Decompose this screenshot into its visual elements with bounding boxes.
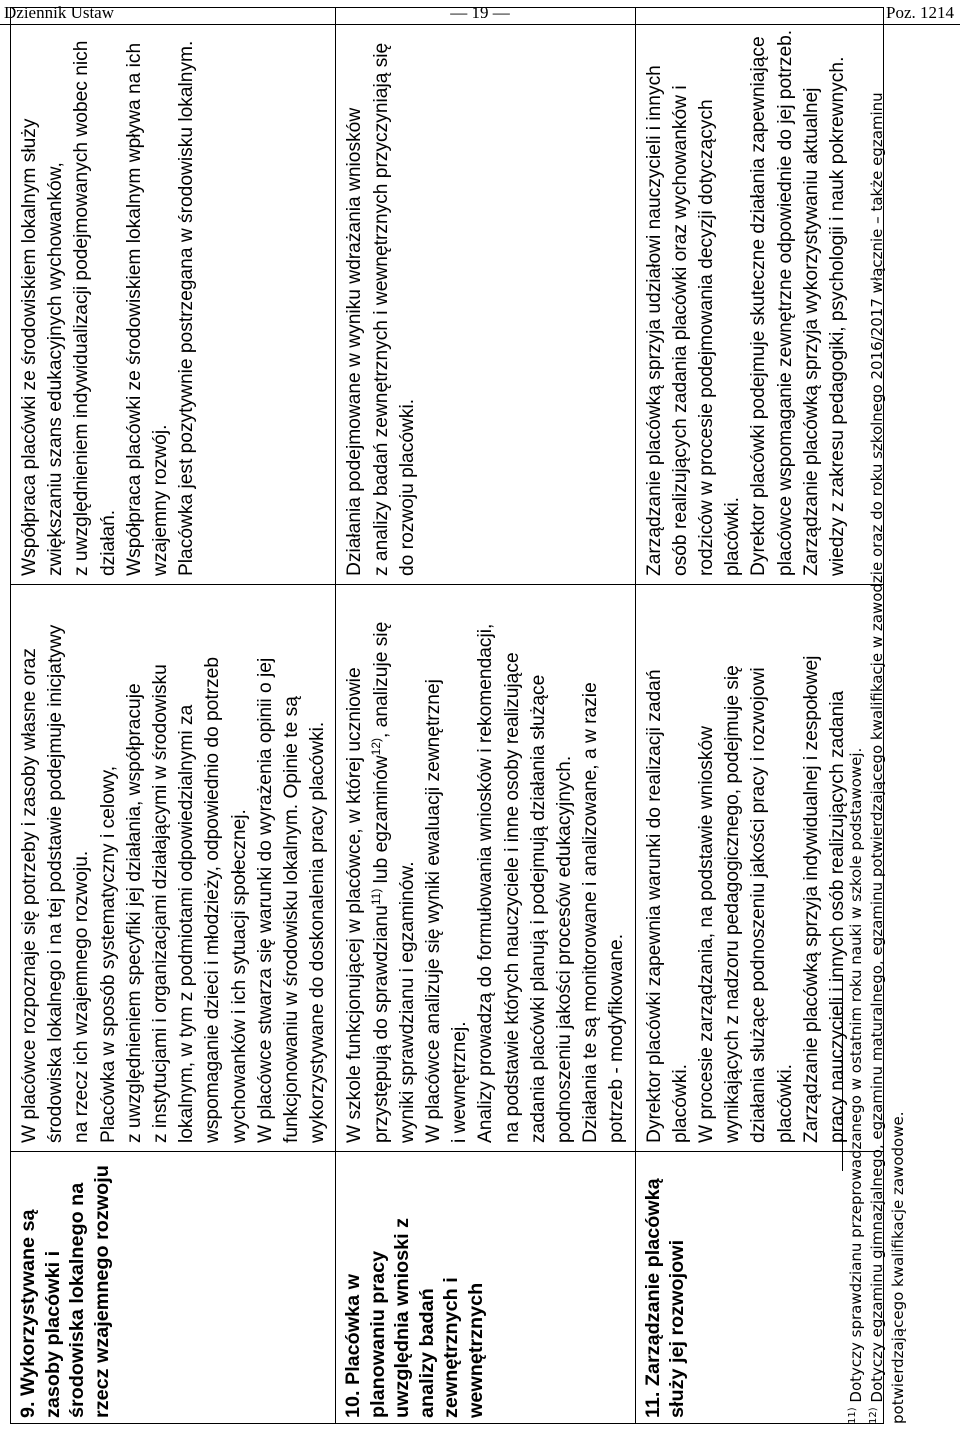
- text-fragment: lub egzaminów: [370, 755, 392, 889]
- text-line: do rozwoju placówki.: [396, 398, 418, 576]
- title-line: 9. Wykorzystywane są: [17, 1209, 39, 1418]
- text-line: Zarządzanie placówką sprzyja wykorzystywaniu aktualnej: [800, 87, 822, 576]
- text-line: wykorzystywane do doskonalenia pracy placówki.: [307, 721, 329, 1143]
- text-line: placówki.: [722, 497, 744, 576]
- title-line: zasoby placówki i: [41, 1250, 64, 1418]
- text-line: z instytucjami i organizacjami działającymi w środowisku: [150, 664, 172, 1143]
- requirement-title: [11, 1152, 336, 1424]
- high-level-cell: [11, 8, 336, 585]
- text-line: środowiska lokalnego i na tej podstawie podejmuje inicjatywy: [45, 624, 67, 1143]
- text-line: Zarządzanie placówką sprzyja indywidualnej i zespołowej: [800, 655, 822, 1143]
- requirement-title: [336, 1152, 635, 1424]
- text-line: na rzecz ich wzajemnego rozwoju.: [71, 850, 93, 1143]
- title-line: 10. Placówka w: [342, 1273, 365, 1418]
- footnote-ref: 12): [368, 738, 383, 756]
- text-line: z uwzględnieniem indywidualizacji podejmowanych wobec nich: [71, 40, 93, 576]
- text-line: W procesie zarządzania, na podstawie wniosków: [696, 725, 718, 1143]
- rotated-page: [0, 29, 960, 1436]
- text-line: Współpraca placówki ze środowiskiem lokalnym wpływa na ich: [123, 42, 145, 576]
- text-line: rodziców w procesie podejmowania decyzji dotyczących: [696, 99, 718, 576]
- footnote-text: Dotyczy sprawdzianu przeprowadzanego w ostatnim roku nauki w szkole podstawowej.: [847, 747, 865, 1408]
- text-line: W szkole funkcjonującej w placówce, w której uczniowie: [344, 667, 366, 1143]
- criteria-cell: [11, 585, 336, 1152]
- text-line: placówki.: [669, 1064, 691, 1143]
- high-level-cell: [336, 8, 635, 585]
- text-line: podnoszeniu jakości procesów edukacyjnych.: [554, 755, 576, 1143]
- text-line: z analizy badań zewnętrznych i wewnętrznych przyczyniają się: [370, 42, 392, 576]
- criteria-cell: [336, 585, 635, 1152]
- text-line: Placówka w sposób systematyczny i celowy,: [97, 765, 119, 1143]
- text-line: na podstawie których nauczyciele i inne osoby realizujące: [501, 652, 523, 1143]
- footnote-12: [867, 64, 888, 1424]
- text-line: funkcjonowaniu w środowisku lokalnym. Opinie te są: [281, 696, 303, 1143]
- text-line: wychowanków i ich sytuacji społecznej.: [228, 809, 250, 1143]
- requirements-table: [10, 7, 884, 1424]
- table-row: [11, 8, 336, 1424]
- text-line: W placówce rozpoznaje się potrzeby i zasoby własne oraz: [19, 648, 40, 1143]
- text-line: Współpraca placówki ze środowiskiem lokalnym służy: [19, 118, 40, 576]
- title-line: 11. Zarządzanie placówką: [641, 1178, 664, 1418]
- page-number: — 19 —: [450, 3, 510, 22]
- text-line: Placówka jest pozytywnie postrzegana w środowisku lokalnym.: [176, 40, 198, 576]
- title-line: środowiska lokalnego na: [66, 1182, 88, 1418]
- title-line: wewnętrznych: [464, 1282, 487, 1418]
- text-line: lokalnym, w tym z podmiotami odpowiedzialnymi za: [176, 704, 198, 1143]
- text-line: Dyrektor placówki zapewnia warunki do realizacji zadań: [643, 669, 665, 1143]
- journal-title: Dziennik Ustaw: [4, 3, 115, 22]
- text-line: zwiększaniu szans edukacyjnych wychowanków,: [45, 162, 67, 576]
- footnote-rule: [842, 976, 843, 1171]
- title-line: zewnętrznych i: [440, 1277, 463, 1418]
- text-line: Działania te są monitorowane i analizowane, a w razie: [580, 682, 602, 1143]
- text-line: pracy nauczycieli i innych osób realizujących zadania: [827, 690, 849, 1143]
- text-line: [369, 595, 395, 1143]
- footnote-text: potwierdzającego kwalifikacje zawodowe.: [889, 1111, 907, 1424]
- title-line: analizy badań: [415, 1288, 438, 1418]
- footnote-text: Dotyczy egzaminu gimnazjalnego, egzaminu maturalnego, egzaminu potwierdzającego kwalifikacje w zawodzie oraz do roku szkolnego 2016/2017 włącznie – także egzaminu: [868, 92, 886, 1408]
- table-row: [336, 8, 635, 1424]
- text-line: placówce wspomaganie zewnętrzne odpowiednie do jej potrzeb.: [774, 29, 796, 576]
- position-number: Poz. 1214: [886, 3, 954, 22]
- text-line: wzajemny rozwój.: [150, 424, 172, 576]
- text-line: osób realizujących zadania placówki oraz wychowanków i: [669, 85, 691, 576]
- text-line: z uwzględnieniem specyfiki jej działania, współpracuje: [123, 683, 145, 1143]
- text-line: i wewnętrznej.: [449, 1021, 471, 1143]
- text-line: działania służące podnoszeniu jakości pracy i rozwojowi: [748, 667, 770, 1143]
- title-line: planowaniu pracy: [366, 1250, 389, 1418]
- text-line: potrzeb - modyfikowane.: [606, 933, 628, 1143]
- text-line: W placówce stwarza się warunki do wyrażenia opinii o jej: [254, 657, 276, 1143]
- title-line: rzecz wzajemnego rozwoju: [90, 1165, 113, 1418]
- text-line: wynikających z nadzoru pedagogicznego, podejmuje się: [722, 665, 744, 1143]
- text-line: działań.: [97, 509, 119, 576]
- footnote-11: [846, 64, 867, 1424]
- text-line: wyniki sprawdzianu i egzaminów.: [396, 861, 418, 1143]
- text-line: wiedzy z zakresu pedagogiki, psychologii i nauk pokrewnych.: [827, 56, 849, 576]
- text-line: zadania placówki planują i podejmują działania służące: [527, 674, 549, 1143]
- text-line: placówki.: [774, 1064, 796, 1143]
- footnote-ref: 11): [368, 888, 383, 906]
- title-line: uwzględnia wnioski z: [391, 1217, 414, 1418]
- text-line: Zarządzanie placówką sprzyja udziałowi nauczycieli i innych: [643, 65, 665, 576]
- footnote-12-continued: [888, 64, 909, 1424]
- text-fragment: , analizuje się: [370, 621, 392, 739]
- text-line: Analizy prowadzą do formułowania wniosków i rekomendacji,: [475, 623, 497, 1143]
- text-fragment: przystępują do sprawdzianu: [370, 905, 392, 1143]
- text-line: W placówce analizuje się wyniki ewaluacji zewnętrznej: [423, 679, 445, 1143]
- title-line: służy jej rozwojowi: [666, 1239, 689, 1418]
- text-line: Dyrektor placówki podejmuje skuteczne działania zapewniające: [748, 36, 770, 576]
- text-line: wspomaganie dzieci i młodzieży, odpowiednio do potrzeb: [202, 656, 224, 1143]
- footnote-mark: 12): [868, 1407, 879, 1424]
- text-line: Działania podejmowane w wyniku wdrażania wniosków: [344, 107, 366, 576]
- footnote-mark: 11): [847, 1407, 858, 1424]
